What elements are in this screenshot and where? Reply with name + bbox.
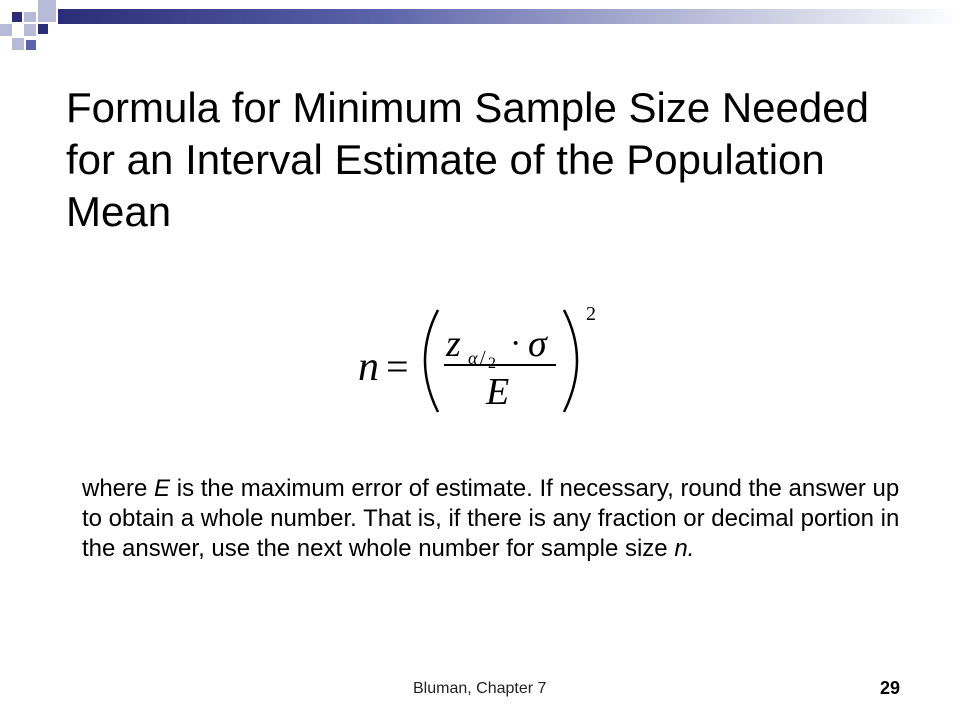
- decor-square: [38, 0, 56, 22]
- formula-E: E: [486, 371, 510, 413]
- left-parenthesis: [425, 310, 438, 412]
- decor-square: [12, 12, 22, 22]
- page-number: 29: [880, 678, 901, 698]
- body-text-part3: .: [687, 535, 695, 562]
- subscript-slash: /: [480, 347, 486, 369]
- header-gradient-bar: [58, 9, 960, 24]
- body-var-n: n: [674, 535, 688, 562]
- decor-square: [38, 24, 48, 34]
- body-text-part2: is the maximum error of estimate. If necessary, round the answer up to obtain a whole number. That is, if there is any fraction or decimal portion in the answer, use the next whole number for sample size: [82, 475, 900, 562]
- formula-n: n: [358, 344, 379, 390]
- footer-source: Bluman, Chapter 7: [413, 680, 547, 697]
- decor-square: [26, 40, 36, 50]
- subscript-alpha: α: [468, 348, 478, 368]
- right-parenthesis: [564, 310, 577, 412]
- explanation-paragraph: [82, 474, 912, 564]
- decor-square: [24, 24, 36, 36]
- formula-dot: ·: [510, 325, 522, 362]
- slide-title: Formula for Minimum Sample Size Needed for an Interval Estimate of the Population Mean: [66, 84, 869, 235]
- subscript-two: 2: [488, 355, 496, 372]
- formula-z: z: [446, 323, 461, 365]
- formula-equals: =: [386, 344, 409, 389]
- decor-square: [12, 38, 24, 50]
- formula-sigma: σ: [528, 323, 547, 365]
- decor-square: [24, 12, 36, 22]
- formula-exponent: 2: [586, 303, 596, 325]
- body-var-e: E: [154, 475, 171, 502]
- body-text-part1: where: [82, 475, 155, 502]
- decor-square: [0, 24, 12, 36]
- sample-size-formula: [350, 290, 610, 430]
